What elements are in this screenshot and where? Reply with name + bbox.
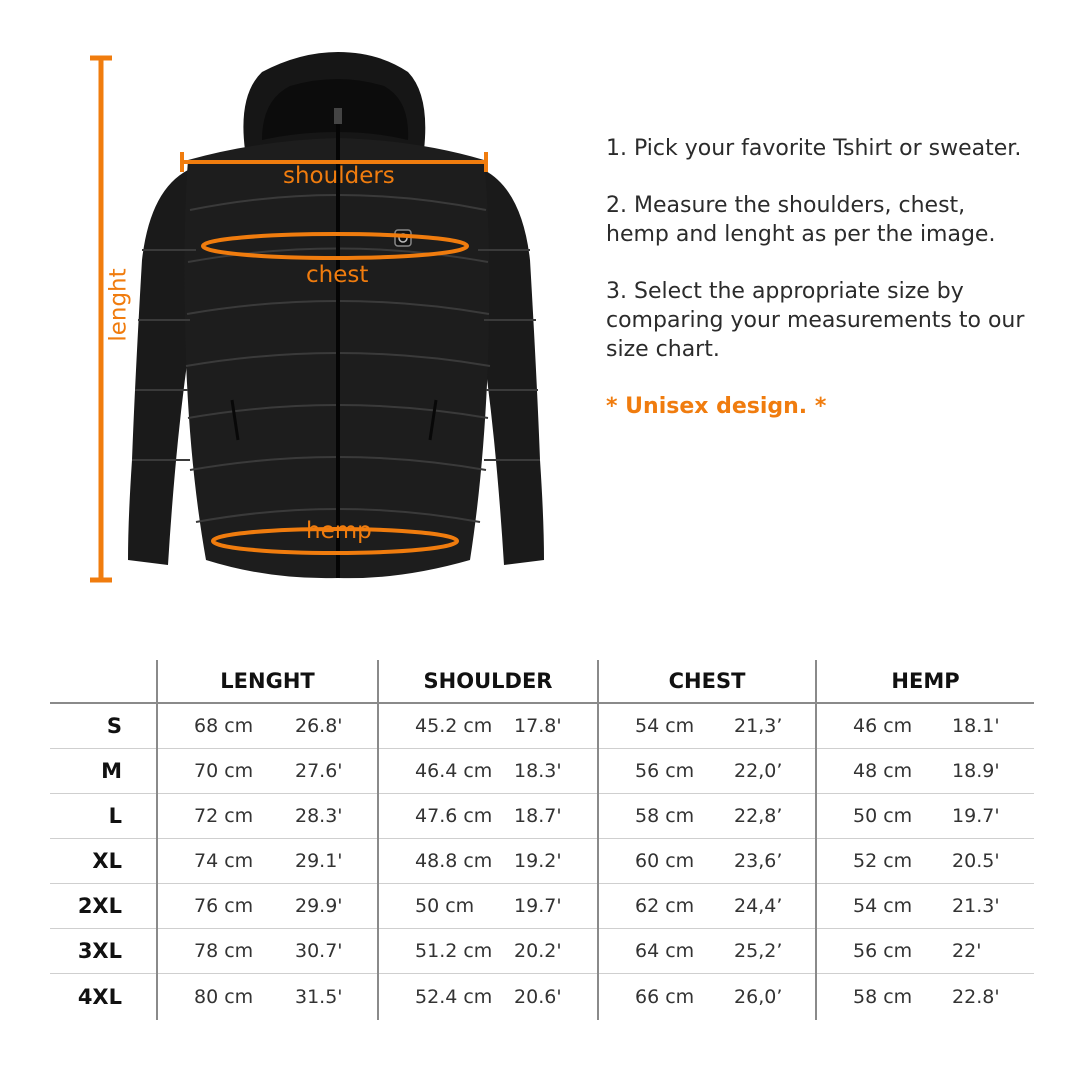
hemp-in-cell: 22' <box>952 940 982 962</box>
table-row <box>50 703 1034 749</box>
chest-in-cell: 23,6’ <box>734 850 783 872</box>
hemp-in-cell: 19.7' <box>952 805 1000 827</box>
hemp-in-cell: 20.5' <box>952 850 1000 872</box>
hemp-cm-cell: 50 cm <box>816 794 950 839</box>
column-header-chest: CHEST <box>598 660 816 703</box>
chest-in-cell: 21,3’ <box>734 715 783 737</box>
hemp-cm-cell: 46 cm <box>816 703 950 749</box>
shoulder-cm-cell: 51.2 cm <box>378 929 512 974</box>
chest-cm-cell: 62 cm <box>598 884 732 929</box>
jacket-illustration <box>0 0 600 620</box>
length-in-cell: 26.8' <box>295 715 343 737</box>
shoulder-in-cell: 18.3' <box>514 760 562 782</box>
size-cell: 2XL <box>77 894 122 918</box>
shoulder-in-cell: 20.2' <box>514 940 562 962</box>
length-label: lenght <box>105 268 132 342</box>
length-cm-cell: 74 cm <box>157 839 293 884</box>
length-in-cell: 28.3' <box>295 805 343 827</box>
length-in-cell: 27.6' <box>295 760 343 782</box>
shoulder-in-cell: 19.2' <box>514 850 562 872</box>
hemp-in-cell: 22.8' <box>952 986 1000 1008</box>
size-chart-table <box>50 660 1034 1020</box>
shoulder-in-cell: 18.7' <box>514 805 562 827</box>
size-cell: XL <box>92 849 122 873</box>
chest-label: chest <box>306 262 369 288</box>
length-in-cell: 29.1' <box>295 850 343 872</box>
length-in-cell: 29.9' <box>295 895 343 917</box>
length-cm-cell: 70 cm <box>157 749 293 794</box>
hemp-in-cell: 18.1' <box>952 715 1000 737</box>
hemp-cm-cell: 54 cm <box>816 884 950 929</box>
length-cm-cell: 80 cm <box>157 974 293 1021</box>
shoulder-in-cell: 17.8' <box>514 715 562 737</box>
chest-in-cell: 22,8’ <box>734 805 783 827</box>
shoulder-cm-cell: 45.2 cm <box>378 703 512 749</box>
table-header-row <box>50 660 1034 703</box>
instruction-step-2: 2. Measure the shoulders, chest, hemp and lenght as per the image. <box>606 193 996 247</box>
shoulder-cm-cell: 47.6 cm <box>378 794 512 839</box>
shoulder-cm-cell: 50 cm <box>378 884 512 929</box>
instruction-step-3: 3. Select the appropriate size by comparing your measurements to our size chart. <box>606 279 1025 362</box>
length-in-cell: 31.5' <box>295 986 343 1008</box>
size-cell: S <box>106 714 122 738</box>
shoulder-cm-cell: 48.8 cm <box>378 839 512 884</box>
hem-label: hemp <box>306 518 372 544</box>
chest-in-cell: 22,0’ <box>734 760 783 782</box>
hemp-cm-cell: 56 cm <box>816 929 950 974</box>
column-header-hemp: HEMP <box>816 660 1034 703</box>
size-cell: M <box>101 759 122 783</box>
hemp-cm-cell: 48 cm <box>816 749 950 794</box>
length-cm-cell: 78 cm <box>157 929 293 974</box>
instruction-step-1: 1. Pick your favorite Tshirt or sweater. <box>606 136 1022 161</box>
table-row <box>50 929 1034 974</box>
chest-cm-cell: 66 cm <box>598 974 732 1021</box>
chest-cm-cell: 64 cm <box>598 929 732 974</box>
unisex-note: * Unisex design. * <box>606 394 827 419</box>
shoulder-in-cell: 19.7' <box>514 895 562 917</box>
hemp-in-cell: 18.9' <box>952 760 1000 782</box>
size-cell: 3XL <box>77 939 122 963</box>
chest-in-cell: 26,0’ <box>734 986 783 1008</box>
column-header-shoulder: SHOULDER <box>378 660 598 703</box>
length-cm-cell: 68 cm <box>157 703 293 749</box>
shoulder-in-cell: 20.6' <box>514 986 562 1008</box>
size-column-header <box>50 660 157 703</box>
hemp-cm-cell: 52 cm <box>816 839 950 884</box>
chest-cm-cell: 54 cm <box>598 703 732 749</box>
length-in-cell: 30.7' <box>295 940 343 962</box>
column-header-length: LENGHT <box>157 660 378 703</box>
table-row <box>50 749 1034 794</box>
jacket-measurement-figure <box>0 0 600 620</box>
table-row <box>50 884 1034 929</box>
table-row <box>50 839 1034 884</box>
shoulders-label: shoulders <box>283 163 395 189</box>
length-cm-cell: 72 cm <box>157 794 293 839</box>
chest-in-cell: 24,4’ <box>734 895 783 917</box>
length-cm-cell: 76 cm <box>157 884 293 929</box>
table-row <box>50 974 1034 1021</box>
chest-cm-cell: 60 cm <box>598 839 732 884</box>
table-row <box>50 794 1034 839</box>
chest-cm-cell: 58 cm <box>598 794 732 839</box>
hemp-in-cell: 21.3' <box>952 895 1000 917</box>
hemp-cm-cell: 58 cm <box>816 974 950 1021</box>
measuring-instructions <box>606 134 1026 449</box>
size-table-body <box>50 703 1034 1020</box>
shoulder-cm-cell: 52.4 cm <box>378 974 512 1021</box>
size-cell: L <box>108 804 122 828</box>
size-cell: 4XL <box>77 985 122 1009</box>
chest-in-cell: 25,2’ <box>734 940 783 962</box>
chest-cm-cell: 56 cm <box>598 749 732 794</box>
shoulder-cm-cell: 46.4 cm <box>378 749 512 794</box>
